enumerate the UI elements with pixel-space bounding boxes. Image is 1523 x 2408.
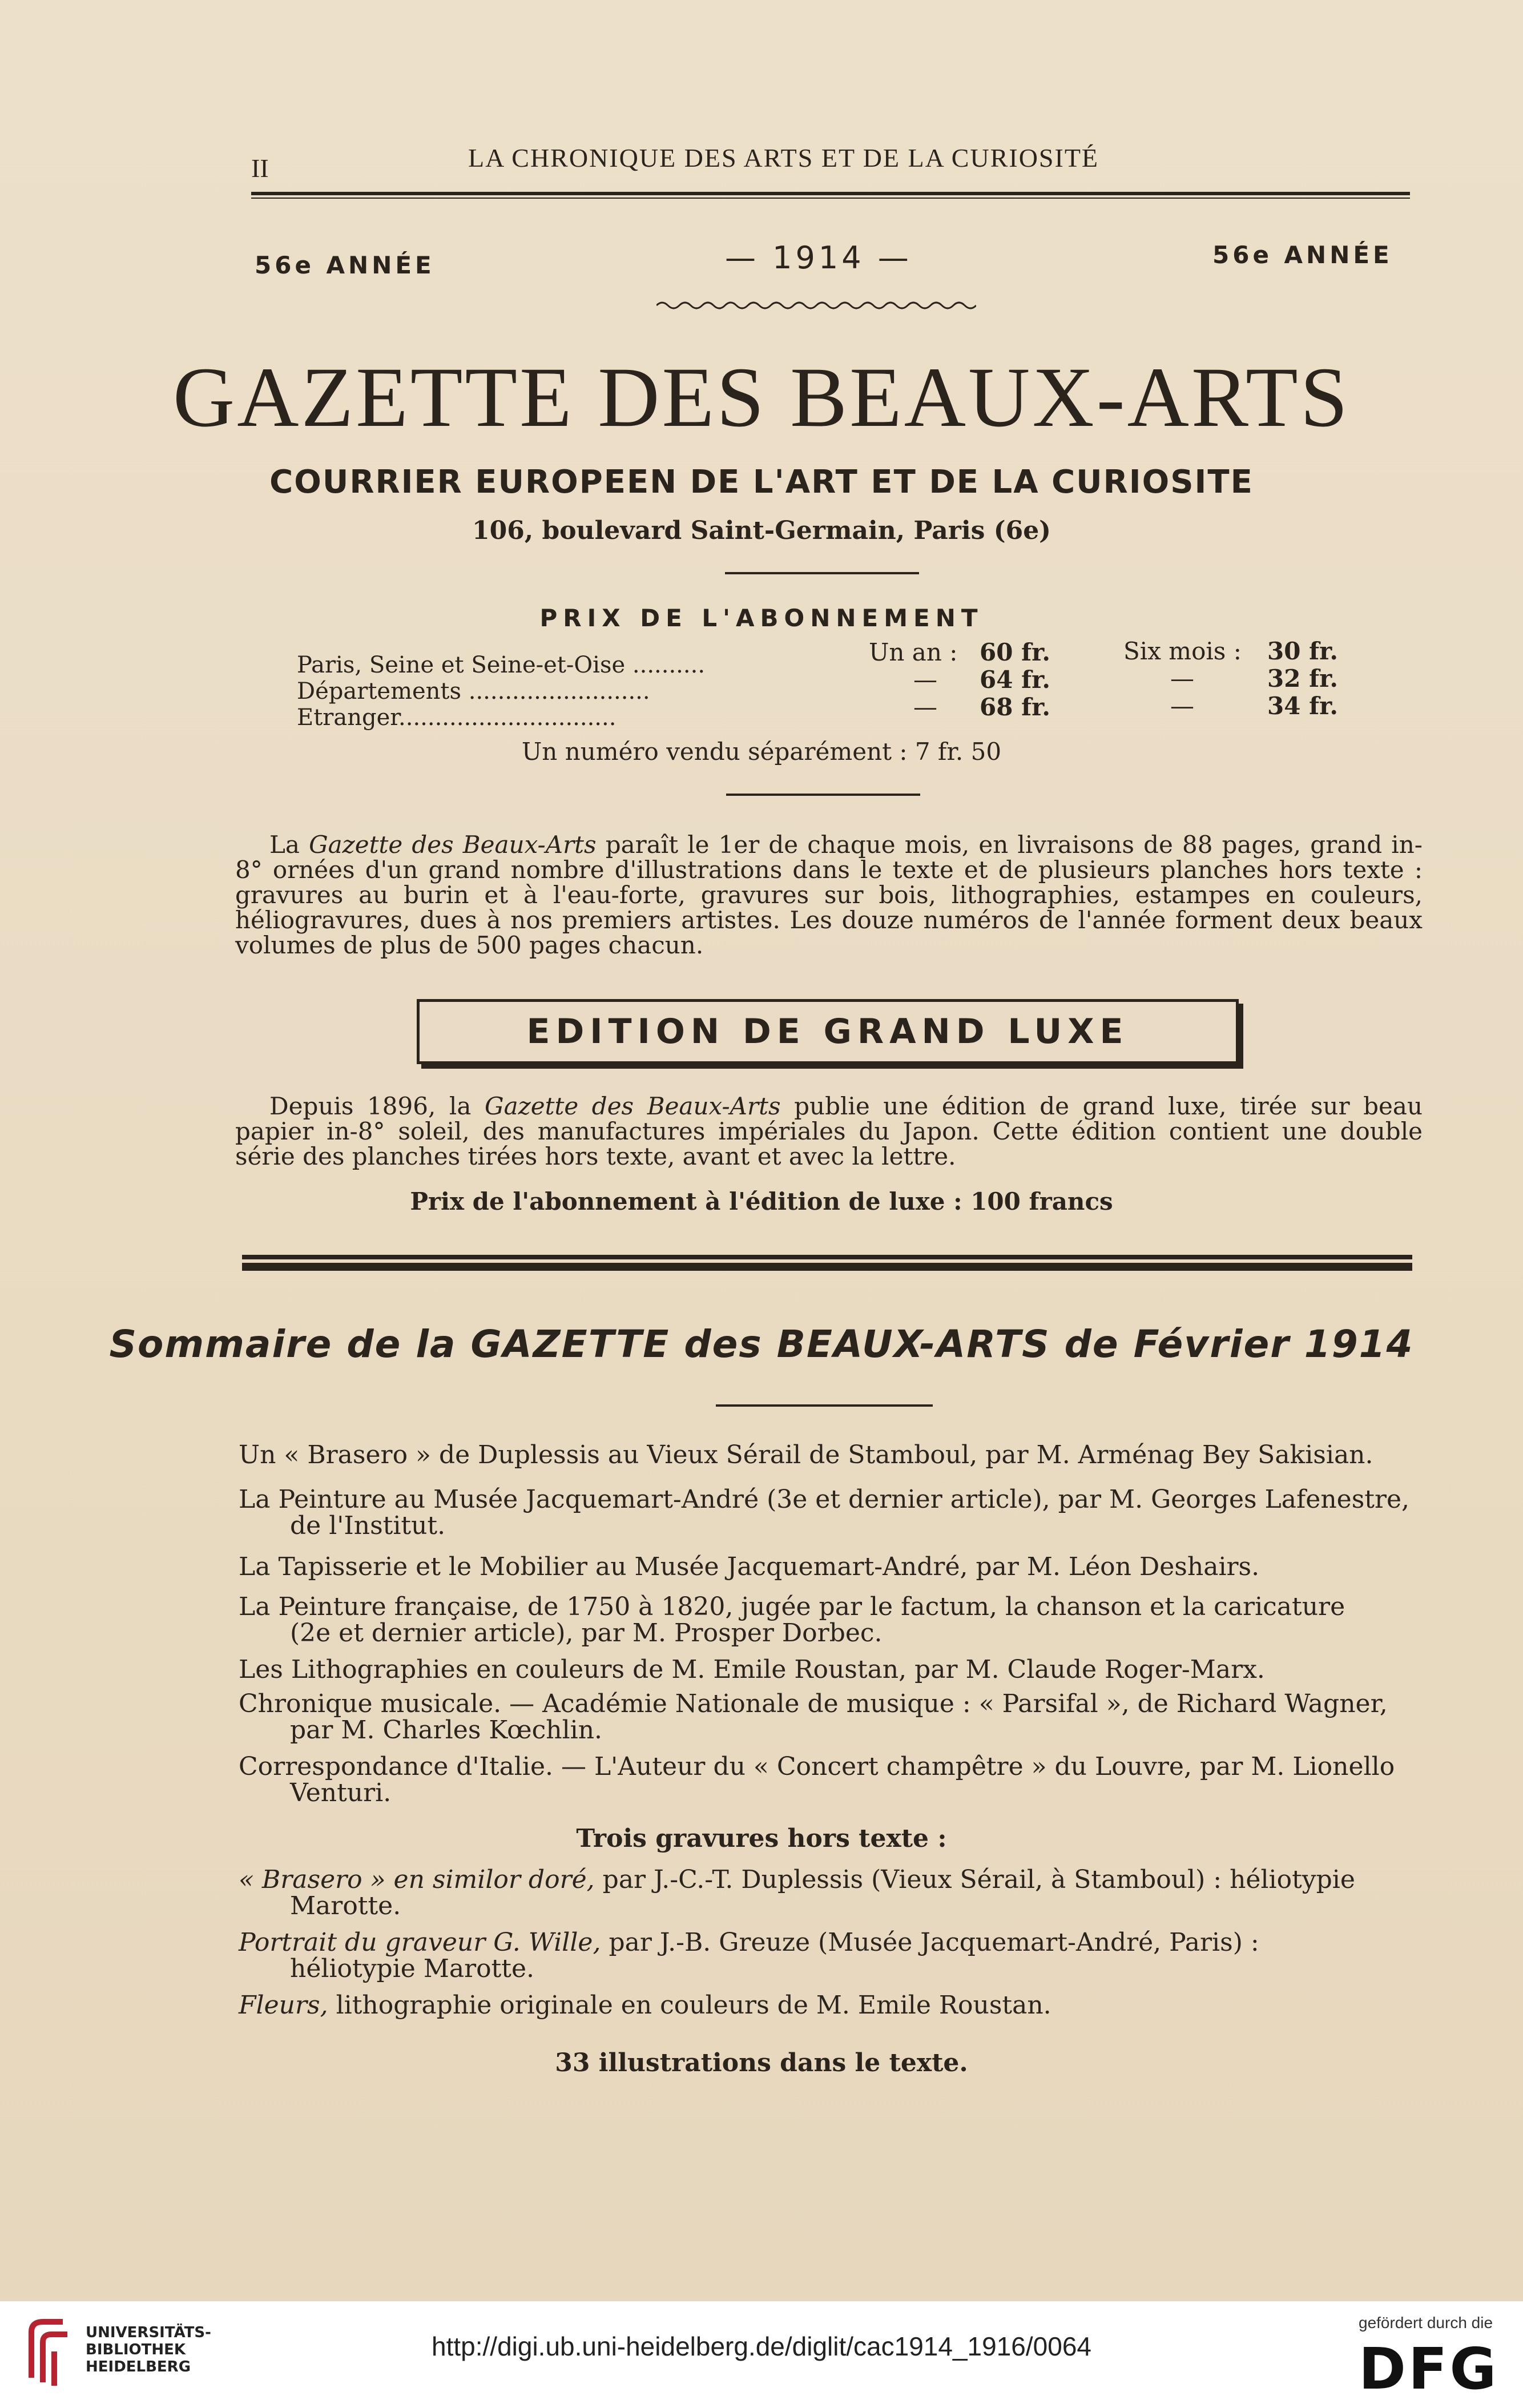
short-divider bbox=[725, 572, 919, 574]
half-price: 34 fr. bbox=[1267, 692, 1339, 720]
description-text: paraît le 1er de chaque mois, en livraisons de 88 pages, grand in-8° ornées d'un grand nombre d'illustrations dans le texte et de plusieurs planches hors texte : gravures au burin et à l'eau-forte, gravures sur bois, lithographies, estampes en couleurs, héliogravures, dues à nos premiers artistes. Les douze numéros de l'année forment deux beaux volumes de plus de 500 pages chacun. bbox=[235, 831, 1423, 959]
toc-entry bbox=[239, 1754, 1426, 1806]
half-price: 30 fr. bbox=[1267, 637, 1339, 665]
annee-left: 56e ANNÉE bbox=[255, 251, 435, 279]
year-prefix: — bbox=[913, 666, 937, 694]
gravure-entry bbox=[239, 1867, 1426, 1919]
gravure-text: par J.-B. Greuze (Musée Jacquemart-André, Paris) : bbox=[609, 1928, 1259, 1957]
short-divider bbox=[716, 1404, 933, 1407]
masthead-title: GAZETTE DES BEAUX-ARTS bbox=[172, 350, 1351, 445]
toc-line: La Peinture au Musée Jacquemart-André (3e et dernier article), par M. Georges Lafenestre, bbox=[239, 1485, 1410, 1514]
gravure-entry bbox=[239, 1992, 1426, 2019]
gravure-entry bbox=[239, 1930, 1426, 1982]
toc-line: Chronique musicale. — Académie Nationale de musique : « Parsifal », de Richard Wagner, bbox=[239, 1689, 1388, 1718]
dfg-logo: DFG bbox=[1359, 2335, 1499, 2402]
gravures-heading: Trois gravures hors texte : bbox=[576, 1824, 947, 1853]
year-prefix: — bbox=[913, 693, 937, 721]
section-rule bbox=[242, 1255, 1412, 1259]
gravure-title: « Brasero » en similor doré, bbox=[239, 1865, 595, 1894]
header-rule bbox=[251, 192, 1410, 195]
toc-line-cont: Venturi. bbox=[290, 1778, 392, 1807]
university-name: UNIVERSITÄTS- BIBLIOTHEK HEIDELBERG bbox=[86, 2324, 211, 2375]
luxe-edition-label: EDITION DE GRAND LUXE bbox=[526, 1012, 1129, 1052]
illustrations-count: 33 illustrations dans le texte. bbox=[555, 2048, 968, 2077]
year-price: 64 fr. bbox=[980, 666, 1051, 694]
description-title: Gazette des Beaux-Arts bbox=[309, 831, 597, 859]
section-rule-thick bbox=[242, 1263, 1412, 1271]
gravure-text: par J.-C.-T. Duplessis (Vieux Sérail, à Stamboul) : héliotypie bbox=[602, 1865, 1355, 1894]
short-divider bbox=[726, 794, 920, 796]
toc-line: Correspondance d'Italie. — L'Auteur du « Concert champêtre » du Louvre, par M. Lionello bbox=[239, 1752, 1395, 1781]
toc-entry bbox=[239, 1594, 1426, 1646]
luxe-paragraph bbox=[235, 1094, 1423, 1169]
toc-line-cont: de l'Institut. bbox=[290, 1511, 446, 1540]
dfg-caption: gefördert durch die bbox=[1359, 2314, 1493, 2332]
gravure-line-cont: Marotte. bbox=[290, 1891, 401, 1920]
gravure-title: Portrait du graveur G. Wille, bbox=[239, 1928, 601, 1957]
luxe-price: Prix de l'abonnement à l'édition de luxe : 100 francs bbox=[410, 1187, 1113, 1215]
running-title: LA CHRONIQUE DES ARTS ET DE LA CURIOSITÉ bbox=[468, 143, 1099, 172]
page-number: II bbox=[251, 154, 269, 183]
half-price: 32 fr. bbox=[1267, 665, 1339, 692]
luxe-lead: Depuis 1896, la bbox=[269, 1092, 472, 1120]
toc-line: Les Lithographies en couleurs de M. Emile Roustan, par M. Claude Roger-Marx. bbox=[239, 1655, 1265, 1684]
decorative-squiggle bbox=[656, 297, 976, 314]
toc-entry bbox=[239, 1442, 1426, 1468]
rate-label: Paris, Seine et Seine-et-Oise .......... bbox=[297, 652, 706, 678]
toc-line-cont: par M. Charles Kœchlin. bbox=[290, 1716, 603, 1745]
year-price: 68 fr. bbox=[980, 693, 1051, 721]
permalink-url[interactable]: http://digi.ub.uni-heidelberg.de/diglit/cac1914_1916/0064 bbox=[432, 2332, 1091, 2361]
annee-right: 56e ANNÉE bbox=[1212, 241, 1393, 269]
masthead-subtitle: COURRIER EUROPEEN DE L'ART ET DE LA CURIOSITE bbox=[269, 464, 1254, 501]
toc-entry bbox=[239, 1691, 1426, 1743]
gravure-title: Fleurs, bbox=[239, 1991, 328, 2020]
gravure-text: lithographie originale en couleurs de M. Emile Roustan. bbox=[336, 1991, 1051, 2020]
header-rule-thin bbox=[251, 198, 1410, 199]
subscription-heading: PRIX DE L'ABONNEMENT bbox=[539, 604, 984, 632]
luxe-text: publie une édition de grand luxe, tirée sur beau papier in-8° soleil, des manufactures impériales du Japon. Cette édition contient une double série des planches tirées hors texte, avant et avec la lettre. bbox=[235, 1092, 1423, 1170]
masthead-address: 106, boulevard Saint-Germain, Paris (6e) bbox=[472, 516, 1051, 545]
year-price: 60 fr. bbox=[980, 638, 1051, 666]
description-lead: La bbox=[269, 831, 300, 859]
half-prefix: Six mois : bbox=[1123, 637, 1242, 665]
toc-entry bbox=[239, 1487, 1426, 1539]
toc-entry bbox=[239, 1657, 1426, 1683]
rate-label: Départements ......................... bbox=[297, 678, 650, 704]
toc-line: La Tapisserie et le Mobilier au Musée Jacquemart-André, par M. Léon Deshairs. bbox=[239, 1552, 1260, 1581]
luxe-title: Gazette des Beaux-Arts bbox=[485, 1092, 781, 1120]
half-prefix: — bbox=[1170, 665, 1194, 692]
single-issue-price: Un numéro vendu séparément : 7 fr. 50 bbox=[521, 738, 1002, 766]
half-prefix: — bbox=[1170, 692, 1194, 720]
gravure-line-cont: héliotypie Marotte. bbox=[290, 1954, 535, 1983]
year-prefix: Un an : bbox=[869, 638, 958, 666]
toc-entry bbox=[239, 1554, 1426, 1580]
rate-label: Etranger.............................. bbox=[297, 704, 617, 731]
description-paragraph bbox=[235, 832, 1423, 958]
toc-line: Un « Brasero » de Duplessis au Vieux Sérail de Stamboul, par M. Arménag Bey Sakisian. bbox=[239, 1440, 1373, 1469]
year-label: — 1914 — bbox=[725, 240, 912, 276]
sommaire-heading: Sommaire de la GAZETTE des BEAUX-ARTS de Février 1914 bbox=[109, 1322, 1414, 1366]
toc-line: La Peinture française, de 1750 à 1820, jugée par le factum, la chanson et la caricature bbox=[239, 1592, 1345, 1621]
toc-line-cont: (2e et dernier article), par M. Prosper Dorbec. bbox=[290, 1618, 883, 1648]
footer-bar bbox=[0, 2301, 1523, 2408]
